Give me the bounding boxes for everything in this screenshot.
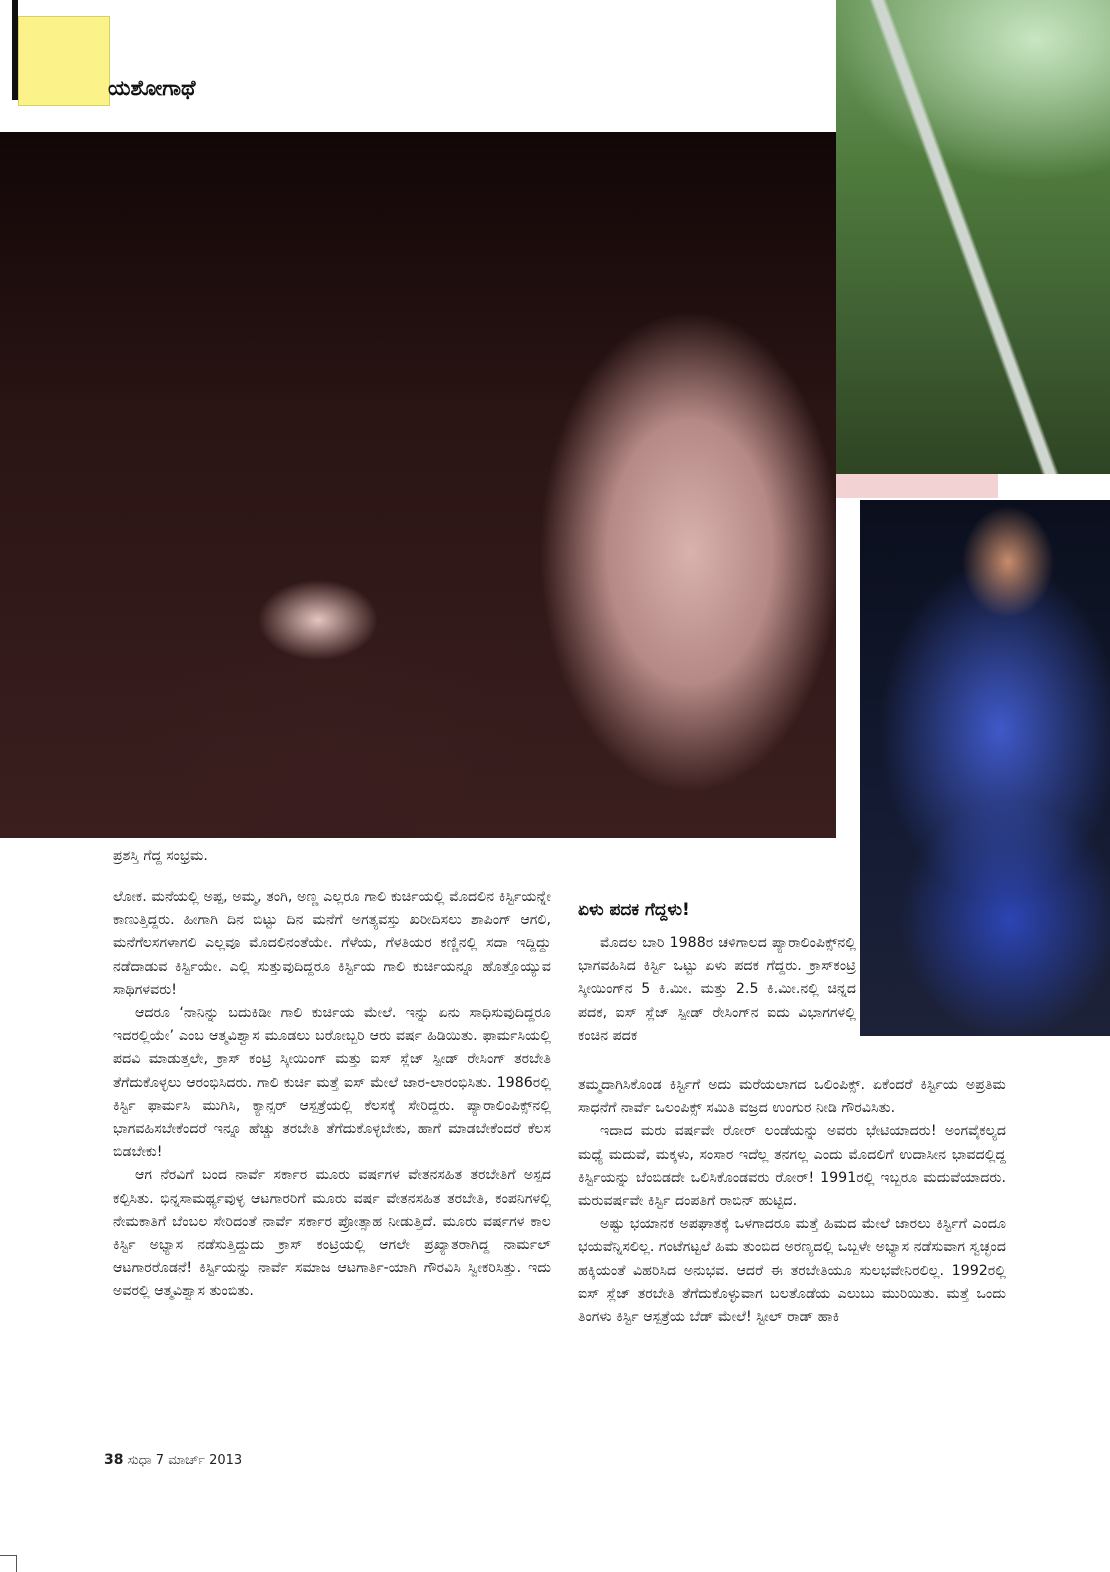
section-color-block [18,16,110,106]
article-right-column-top [578,932,856,1048]
award-ceremony-photo [0,132,836,838]
mountain-road-photo [836,0,1110,474]
article-paragraph: ಇದಾದ ಮರು ವರ್ಷವೇ ರೋರ್ ಲಂಡೆಯನ್ನು ಅವರು ಭೇಟಿಯಾದರು! ಅಂಗವೈಕಲ್ಯದ ಮಧ್ಯೆ ಮದುವೆ, ಮಕ್ಕಳು, ಸಂಸಾರ ಇದೆಲ್ಲ ತನಗಲ್ಲ ಎಂದು ಮೊದಲಿಗೆ ಉದಾಸೀನ ಭಾವದಲ್ಲಿದ್ದ ಕಿರ್ಸ್ಟಿಯನ್ನು ಬೆಂಬಿಡದೇ ಒಲಿಸಿಕೊಂಡವರು ರೋರ್! 1991ರಲ್ಲಿ ಇಬ್ಬರೂ ಮದುವೆಯಾದರು. ಮರುವರ್ಷವೇ ಕಿರ್ಸ್ಟಿ ದಂಪತಿಗೆ ರಾಬಿನ್ ಹುಟ್ಟಿದ. [578,1123,1006,1210]
decorative-strip [836,474,998,498]
subheading: ಏಳು ಪದಕ ಗೆದ್ದಳು! [578,900,690,920]
article-paragraph: ಆಗ ನೆರವಿಗೆ ಬಂದ ನಾರ್ವೆ ಸರ್ಕಾರ ಮೂರು ವರ್ಷಗಳ ವೇತನಸಹಿತ ತರಬೇತಿಗೆ ಅಸ್ಪದ ಕಲ್ಪಿಸಿತು. ಭಿನ್ನಸಾಮರ್ಥ್ಯವುಳ್ಳ ಆಟಗಾರರಿಗೆ ಮೂರು ವರ್ಷ ವೇತನಸಹಿತ ತರಬೇತಿ, ಕಂಪನಿಗಳಲ್ಲಿ ನೇಮಕಾತಿಗೆ ಬೆಂಬಲ ಸೇರಿದಂತೆ ನಾರ್ವೆ ಸರ್ಕಾರ ಪ್ರೋತ್ಸಾಹ ನೀಡುತ್ತಿದೆ. ಮೂರು ವರ್ಷಗಳ ಕಾಲ ಕಿರ್ಸ್ಟಿ ಅಭ್ಯಾಸ ನಡೆಸುತ್ತಿದ್ದುದು ಕ್ರಾಸ್ ಕಂಟ್ರಿಯಲ್ಲಿ ಆಗಲೇ ಪ್ರಖ್ಯಾತರಾಗಿದ್ದ ನಾರ್ಮಲ್ ಆಟಗಾರರೊಡನೆ! ಕಿರ್ಸ್ಟಿಯನ್ನು ನಾರ್ವೆ ಸಮಾಜ ಆಟಗಾರ್ತಿ-ಯಾಗಿ ಗೌರವಿಸಿ ಸ್ವೀಕರಿಸಿತ್ತು. ಇದು ಅವರಲ್ಲಿ ಆತ್ಮವಿಶ್ವಾಸ ತುಂಬಿತು. [113,1167,551,1300]
article-paragraph: ಮೊದಲ ಬಾರಿ 1988ರ ಚಳಿಗಾಲದ ಪ್ಯಾರಾಲಿಂಪಿಕ್ಸ್‌ನಲ್ಲಿ ಭಾಗವಹಿಸಿದ ಕಿರ್ಸ್ಟಿ ಒಟ್ಟು ಏಳು ಪದಕ ಗೆದ್ದರು. ಕ್ರಾಸ್‌ಕಂಟ್ರಿ ಸ್ಕೀಯಿಂಗ್‌ನ 5 ಕಿ.ಮೀ. ಮತ್ತು 2.5 ಕಿ.ಮೀ.ನಲ್ಲಿ ಚಿನ್ನದ ಪದಕ, ಐಸ್ ಸ್ಲೆಜ್ ಸ್ಪೀಡ್ ರೇಸಿಂಗ್‌ನ ಐದು ವಿಭಾಗಗಳಲ್ಲಿ ಕಂಚಿನ ಪದಕ [578,935,856,1044]
article-paragraph: ಅಷ್ಟು ಭಯಾನಕ ಅಪಘಾತಕ್ಕೆ ಒಳಗಾದರೂ ಮತ್ತೆ ಹಿಮದ ಮೇಲೆ ಜಾರಲು ಕಿರ್ಸ್ಟಿಗೆ ಎಂದೂ ಭಯವೆನ್ನಿಸಲಿಲ್ಲ. ಗಂಟೆಗಟ್ಟಲೆ ಹಿಮ ತುಂಬಿದ ಅರಣ್ಯದಲ್ಲಿ ಒಬ್ಬಳೇ ಅಭ್ಯಾಸ ನಡೆಸುವಾಗ ಸ್ವಚ್ಛಂದ ಹಕ್ಕಿಯಂತೆ ವಿಹರಿಸಿದ ಅನುಭವ. ಆದರೆ ಈ ತರಬೇತಿಯೂ ಸುಲಭವೇನಿರಲಿಲ್ಲ. 1992ರಲ್ಲಿ ಐಸ್ ಸ್ಲೆಜ್ ತರಬೇತಿ ತೆಗೆದುಕೊಳ್ಳುವಾಗ ಬಲತೊಡೆಯ ಎಲುಬು ಮುರಿಯಿತು. ಮತ್ತೆ ಒಂದು ತಿಂಗಳು ಕಿರ್ಸ್ಟಿ ಆಸ್ಪತ್ರೆಯ ಬೆಡ್ ಮೇಲೆ! ಸ್ಟೀಲ್ ರಾಡ್ ಹಾಕಿ [578,1216,1006,1326]
sledge-athlete-photo [860,500,1110,1036]
article-left-column [113,886,551,1304]
page-footer [104,1452,242,1468]
article-paragraph: ಲೋಕ. ಮನೆಯಲ್ಲಿ ಅಪ್ಪ, ಅಮ್ಮ, ತಂಗಿ, ಅಣ್ಣ ಎಲ್ಲರೂ ಗಾಲಿ ಕುರ್ಚಿಯಲ್ಲಿ ಮೊದಲಿನ ಕಿರ್ಸ್ಟಿಯನ್ನೇ ಕಾಣುತ್ತಿದ್ದರು. ಹೀಗಾಗಿ ದಿನ ಬಿಟ್ಟು ದಿನ ಮನೆಗೆ ಅಗತ್ಯವಸ್ತು ಖರೀದಿಸಲು ಶಾಪಿಂಗ್ ಆಗಲಿ, ಮನೆಗೆಲಸಗಳಾಗಲಿ ಎಲ್ಲವೂ ಮೊದಲಿನಂತೆಯೇ. ಗೆಳೆಯ, ಗೆಳತಿಯರ ಕಣ್ಣಿನಲ್ಲಿ ಸದಾ ಇದ್ದಿದ್ದು ನಡೆದಾಡುವ ಕಿರ್ಸ್ಟಿಯೇ. ಎಲ್ಲಿ ಸುತ್ತುವುದಿದ್ದರೂ ಕಿರ್ಸ್ಟಿಯ ಗಾಲಿ ಕುರ್ಚಿಯನ್ನೂ ಹೊತ್ತೊಯ್ಯುವ ಸಾಥಿಗಳವರು! [113,889,551,998]
article-paragraph: ಆದರೂ ‘ನಾನಿನ್ನು ಬದುಕಿಡೀ ಗಾಲಿ ಕುರ್ಚಿಯ ಮೇಲೆ. ಇನ್ನು ಏನು ಸಾಧಿಸುವುದಿದ್ದರೂ ಇದರಲ್ಲಿಯೇ’ ಎಂಬ ಆತ್ಮವಿಶ್ವಾಸ ಮೂಡಲು ಬರೋಬ್ಬರಿ ಆರು ವರ್ಷ ಹಿಡಿಯಿತು. ಫಾರ್ಮಸಿಯಲ್ಲಿ ಪದವಿ ಮಾಡುತ್ತಲೇ, ಕ್ರಾಸ್ ಕಂಟ್ರಿ ಸ್ಕೀಯಿಂಗ್ ಮತ್ತು ಐಸ್ ಸ್ಲೆಜ್ ಸ್ಪೀಡ್ ರೇಸಿಂಗ್ ತರಬೇತಿ ತೆಗೆದುಕೊಳ್ಳಲು ಆರಂಭಿಸಿದರು. ಗಾಲಿ ಕುರ್ಚಿ ಮತ್ತೆ ಐಸ್ ಮೇಲೆ ಜಾರ-ಲಾರಂಭಿಸಿತು. 1986ರಲ್ಲಿ ಕಿರ್ಸ್ಟಿ ಫಾರ್ಮಸಿ ಮುಗಿಸಿ, ಕ್ಯಾನ್ಸರ್ ಆಸ್ಪತ್ರೆಯಲ್ಲಿ ಕೆಲಸಕ್ಕೆ ಸೇರಿದ್ದರು. ಪ್ಯಾರಾಲಿಂಪಿಕ್ಸ್‌ನಲ್ಲಿ ಭಾಗವಹಿಸಬೇಕೆಂದರೆ ಇನ್ನೂ ಹೆಚ್ಚು ತರಬೇತಿ ತೆಗೆದುಕೊಳ್ಳಬೇಕು, ಹಾಗೆ ಮಾಡಬೇಕೆಂದರೆ ಕೆಲಸ ಬಿಡಬೇಕು! [113,1005,551,1161]
article-right-column-bottom [578,1074,1006,1329]
crop-mark [0,1555,17,1572]
section-label: ಯಶೋಗಾಥೆ [108,76,196,100]
magazine-name: ಸುಧಾ [127,1453,152,1468]
issue-date: 7 ಮಾರ್ಚ್ 2013 [155,1453,243,1468]
article-paragraph: ತಮ್ಮದಾಗಿಸಿಕೊಂಡ ಕಿರ್ಸ್ಟಿಗೆ ಅದು ಮರೆಯಲಾಗದ ಒಲಿಂಪಿಕ್ಸ್. ಏಕೆಂದರೆ ಕಿರ್ಸ್ಟಿಯ ಅಪ್ರತಿಮ ಸಾಧನೆಗೆ ನಾರ್ವೆ ಒಲಂಪಿಕ್ಸ್ ಸಮಿತಿ ವಜ್ರದ ಉಂಗುರ ನೀಡಿ ಗೌರವಿಸಿತು. [578,1077,1006,1117]
page-number: 38 [104,1452,124,1468]
photo-caption: ಪ್ರಶಸ್ತಿ ಗೆದ್ದ ಸಂಭ್ರಮ. [113,848,208,864]
